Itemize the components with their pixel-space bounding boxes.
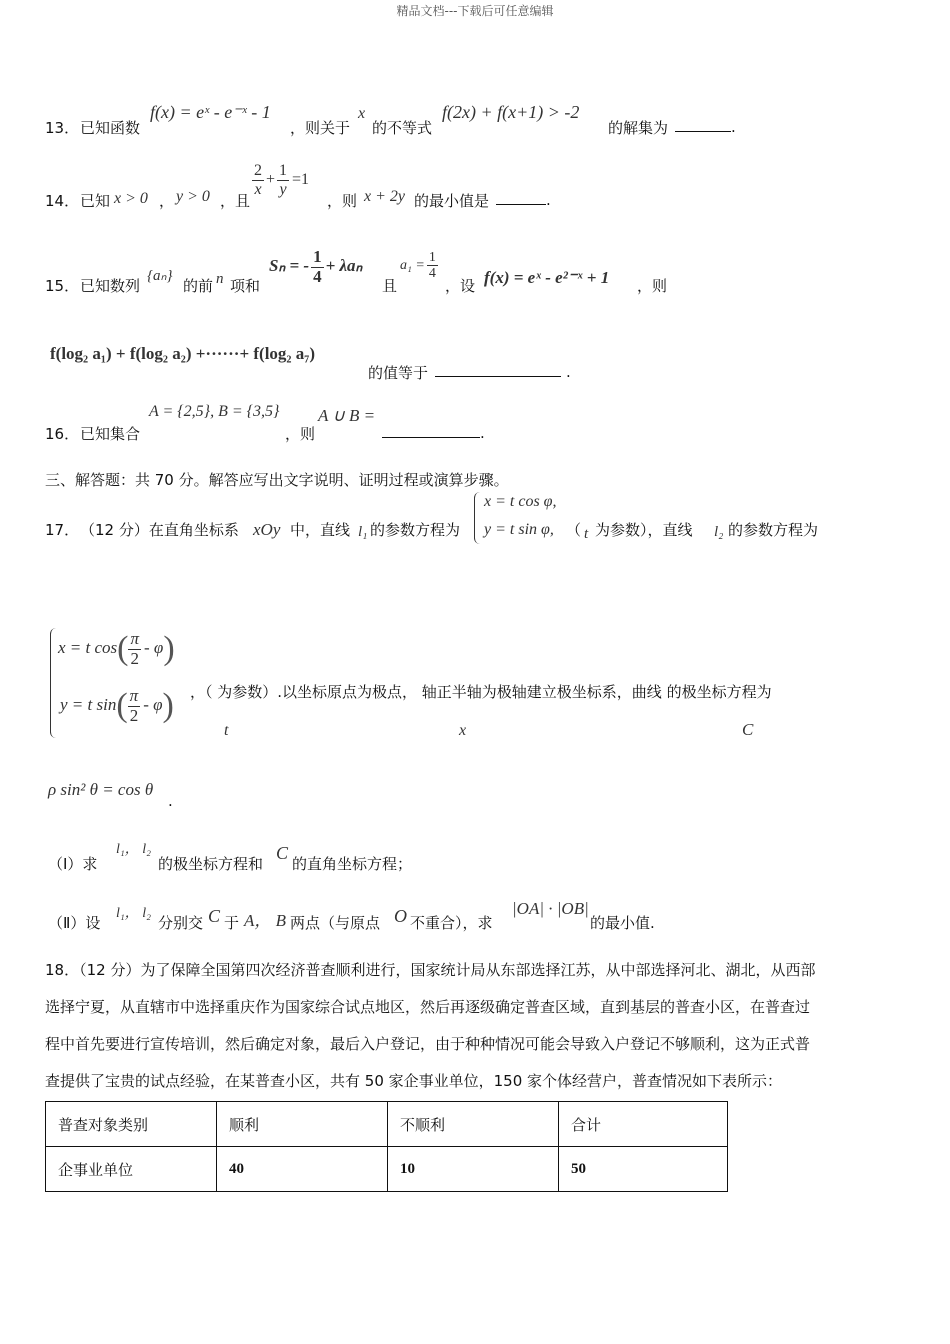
question-17-part-2-points: A， B <box>244 911 287 930</box>
table-cell: 企事业单位 <box>46 1147 217 1192</box>
table-cell: 50 <box>559 1147 728 1192</box>
table-cell: 40 <box>217 1147 388 1192</box>
question-13-blank: . <box>675 117 736 136</box>
question-17-eq-1a: x = t cos φ, <box>484 493 557 510</box>
question-18-line-3: 程中首先要进行宣传培训，然后确定对象，最后入户登记，由于种种情况可能会导致入户登记不够顺利，这为正式普 <box>45 1035 811 1053</box>
question-17-l2: l₂ <box>714 524 724 540</box>
question-17-x-below: x <box>459 722 467 739</box>
question-13-function: f(x) = eˣ - e⁻ˣ - 1 <box>150 102 271 122</box>
question-13-inequality: f(2x) + f(x+1) > -2 <box>442 102 580 122</box>
question-13-text-1: 已知函数 <box>80 119 141 137</box>
question-17-text-1: （12 分）在直角坐标系 <box>80 521 239 539</box>
page-header: 精品文档---下载后可任意编辑 <box>396 4 554 18</box>
question-15-sum-formula: Sₙ = - $\frac{1}{4}$ + λaₙ <box>269 247 363 286</box>
question-18-line-2: 选择宁夏，从直辖市中选择重庆作为国家综合试点地区，然后再逐级确定普查区域，直到基层的普查小区，在普查过 <box>45 998 811 1016</box>
question-15-function: f(x) = eˣ - e²⁻ˣ + 1 <box>484 268 610 287</box>
table-header-cell: 顺利 <box>217 1102 388 1147</box>
question-17-text-6: 的参数方程为 <box>728 521 819 539</box>
question-17-part-2-e: 两点（与原点 <box>290 914 381 932</box>
question-15-text-6: ，则 <box>637 277 668 295</box>
question-17-part-1-c: C <box>276 843 289 863</box>
question-17-part-2-b: 分别交 <box>158 914 204 932</box>
question-17-part-2-lines: l₁， l₂ <box>116 906 152 921</box>
question-16-sets: A = {2,5}, B = {3,5} <box>149 403 280 420</box>
question-13-number: 13． <box>45 119 80 137</box>
question-14-blank: . <box>496 190 551 209</box>
question-17-text-4: （ <box>566 521 582 539</box>
question-15-text-3: 项和 <box>230 277 261 295</box>
question-15-text-1: 已知数列 <box>80 277 141 295</box>
question-16-text-1: 已知集合 <box>80 425 141 443</box>
question-16-number: 16． <box>45 425 80 443</box>
question-15-blank: . <box>435 362 571 381</box>
survey-table <box>45 1101 728 1192</box>
question-17-number: 17． <box>45 521 80 539</box>
question-15-a1: a₁ = $\frac{1}{4}$ <box>400 250 436 282</box>
question-17-eq-2b: y = t sin( $\frac{\pi}{2}$ - φ) <box>60 686 174 725</box>
question-14-text-3: ，则 <box>327 192 358 210</box>
question-14-number: 14． <box>45 192 80 210</box>
question-17-part-2-c: C <box>208 906 221 926</box>
question-17-part-2-f: 不重合），求 <box>410 914 493 932</box>
table-header-row <box>46 1102 728 1147</box>
question-17-polar-equation: ρ sin² θ = cos θ <box>48 780 154 799</box>
question-13-text-4: 的解集为 <box>608 119 669 137</box>
question-17-text-5: 为参数），直线 <box>595 521 693 539</box>
question-17-part-2-o: O <box>394 906 407 926</box>
table-cell: 10 <box>388 1147 559 1192</box>
question-17-c-below: C <box>742 720 754 739</box>
question-17-part-1-a: （Ⅰ）求 <box>48 855 98 873</box>
table-row <box>46 1147 728 1192</box>
question-17-part-2-d: 于 <box>224 914 240 932</box>
question-17-eq-1b: y = t sin φ, <box>484 521 554 538</box>
question-17-xoy: xOy <box>253 520 281 539</box>
question-15-text-7: 的值等于 <box>368 364 429 382</box>
question-14-sep: ， <box>159 192 175 210</box>
question-16-blank: . <box>382 423 485 442</box>
question-15-number: 15． <box>45 277 80 295</box>
question-18-line-4: 查提供了宝贵的试点经验，在某普查小区，共有 50 家企事业单位，150 家个体经营户，普查情况如下表所示： <box>45 1072 783 1090</box>
question-14-fraction-expr: $\frac{2}{x}$ + $\frac{1}{y}$ =1 <box>254 162 310 198</box>
section-3-heading: 三、解答题：共 70 分。解答应写出文字说明、证明过程或演算步骤。 <box>45 471 509 489</box>
question-15-text-5: ，设 <box>445 277 476 295</box>
question-17-brace-2 <box>50 628 57 738</box>
question-13-text-2: ，则关于 <box>290 119 351 137</box>
table-header-cell: 不顺利 <box>388 1102 559 1147</box>
question-17-part-2-expr: |OA| · |OB| <box>512 899 589 918</box>
question-17-t: t <box>584 526 589 542</box>
question-17-brace-1 <box>474 492 481 544</box>
question-14-cond-1: x > 0 <box>114 190 148 207</box>
question-17-text-3: 的参数方程为 <box>370 521 461 539</box>
table-header-cell: 普查对象类别 <box>46 1102 217 1147</box>
question-15-sequence: {aₙ} <box>147 268 173 284</box>
question-17-part-1-d: 的直角坐标方程； <box>292 855 413 873</box>
question-17-polar-end: . <box>168 792 173 810</box>
question-17-part-2-a: （Ⅱ）设 <box>48 914 101 932</box>
question-14-text-4: 的最小值是 <box>414 192 490 210</box>
question-17-text-7: ，（ 为参数）.以坐标原点为极点， 轴正半轴为极轴建立极坐标系，曲线 的极坐标方程为 <box>190 683 772 701</box>
question-13-var: x <box>358 105 366 122</box>
question-14-cond-2: y > 0 <box>176 188 210 205</box>
question-16-text-2: ，则 <box>285 425 316 443</box>
question-15-n: n <box>216 271 224 287</box>
question-18-line-1: 18．（12 分）为了保障全国第四次经济普查顺利进行，国家统计局从东部选择江苏，从中部选择河北、湖北，从西部 <box>45 961 816 979</box>
question-17-part-1-lines: l₁， l₂ <box>116 842 152 857</box>
question-15-sum-expression: f(log₂ a₁) + f(log₂ a₂) +······+ f(log₂ a₇) <box>50 344 316 363</box>
question-15-text-2: 的前 <box>183 277 214 295</box>
question-13-text-3: 的不等式 <box>372 119 433 137</box>
question-17-eq-2a: x = t cos( $\frac{\pi}{2}$ - φ) <box>58 629 175 668</box>
question-14-text-2: ，且 <box>220 192 251 210</box>
question-16-union: A ∪ B = <box>318 406 376 425</box>
question-14-expr: x + 2y <box>364 188 405 205</box>
question-17-part-1-b: 的极坐标方程和 <box>158 855 264 873</box>
question-17-t-below: t <box>224 722 229 739</box>
question-14-text-1: 已知 <box>80 192 111 210</box>
table-header-cell: 合计 <box>559 1102 728 1147</box>
question-17-l1: l₁ <box>358 524 368 540</box>
question-17-text-2: 中，直线 <box>290 521 351 539</box>
question-17-part-2-g: 的最小值. <box>590 914 655 932</box>
question-15-text-4: 且 <box>382 277 398 295</box>
